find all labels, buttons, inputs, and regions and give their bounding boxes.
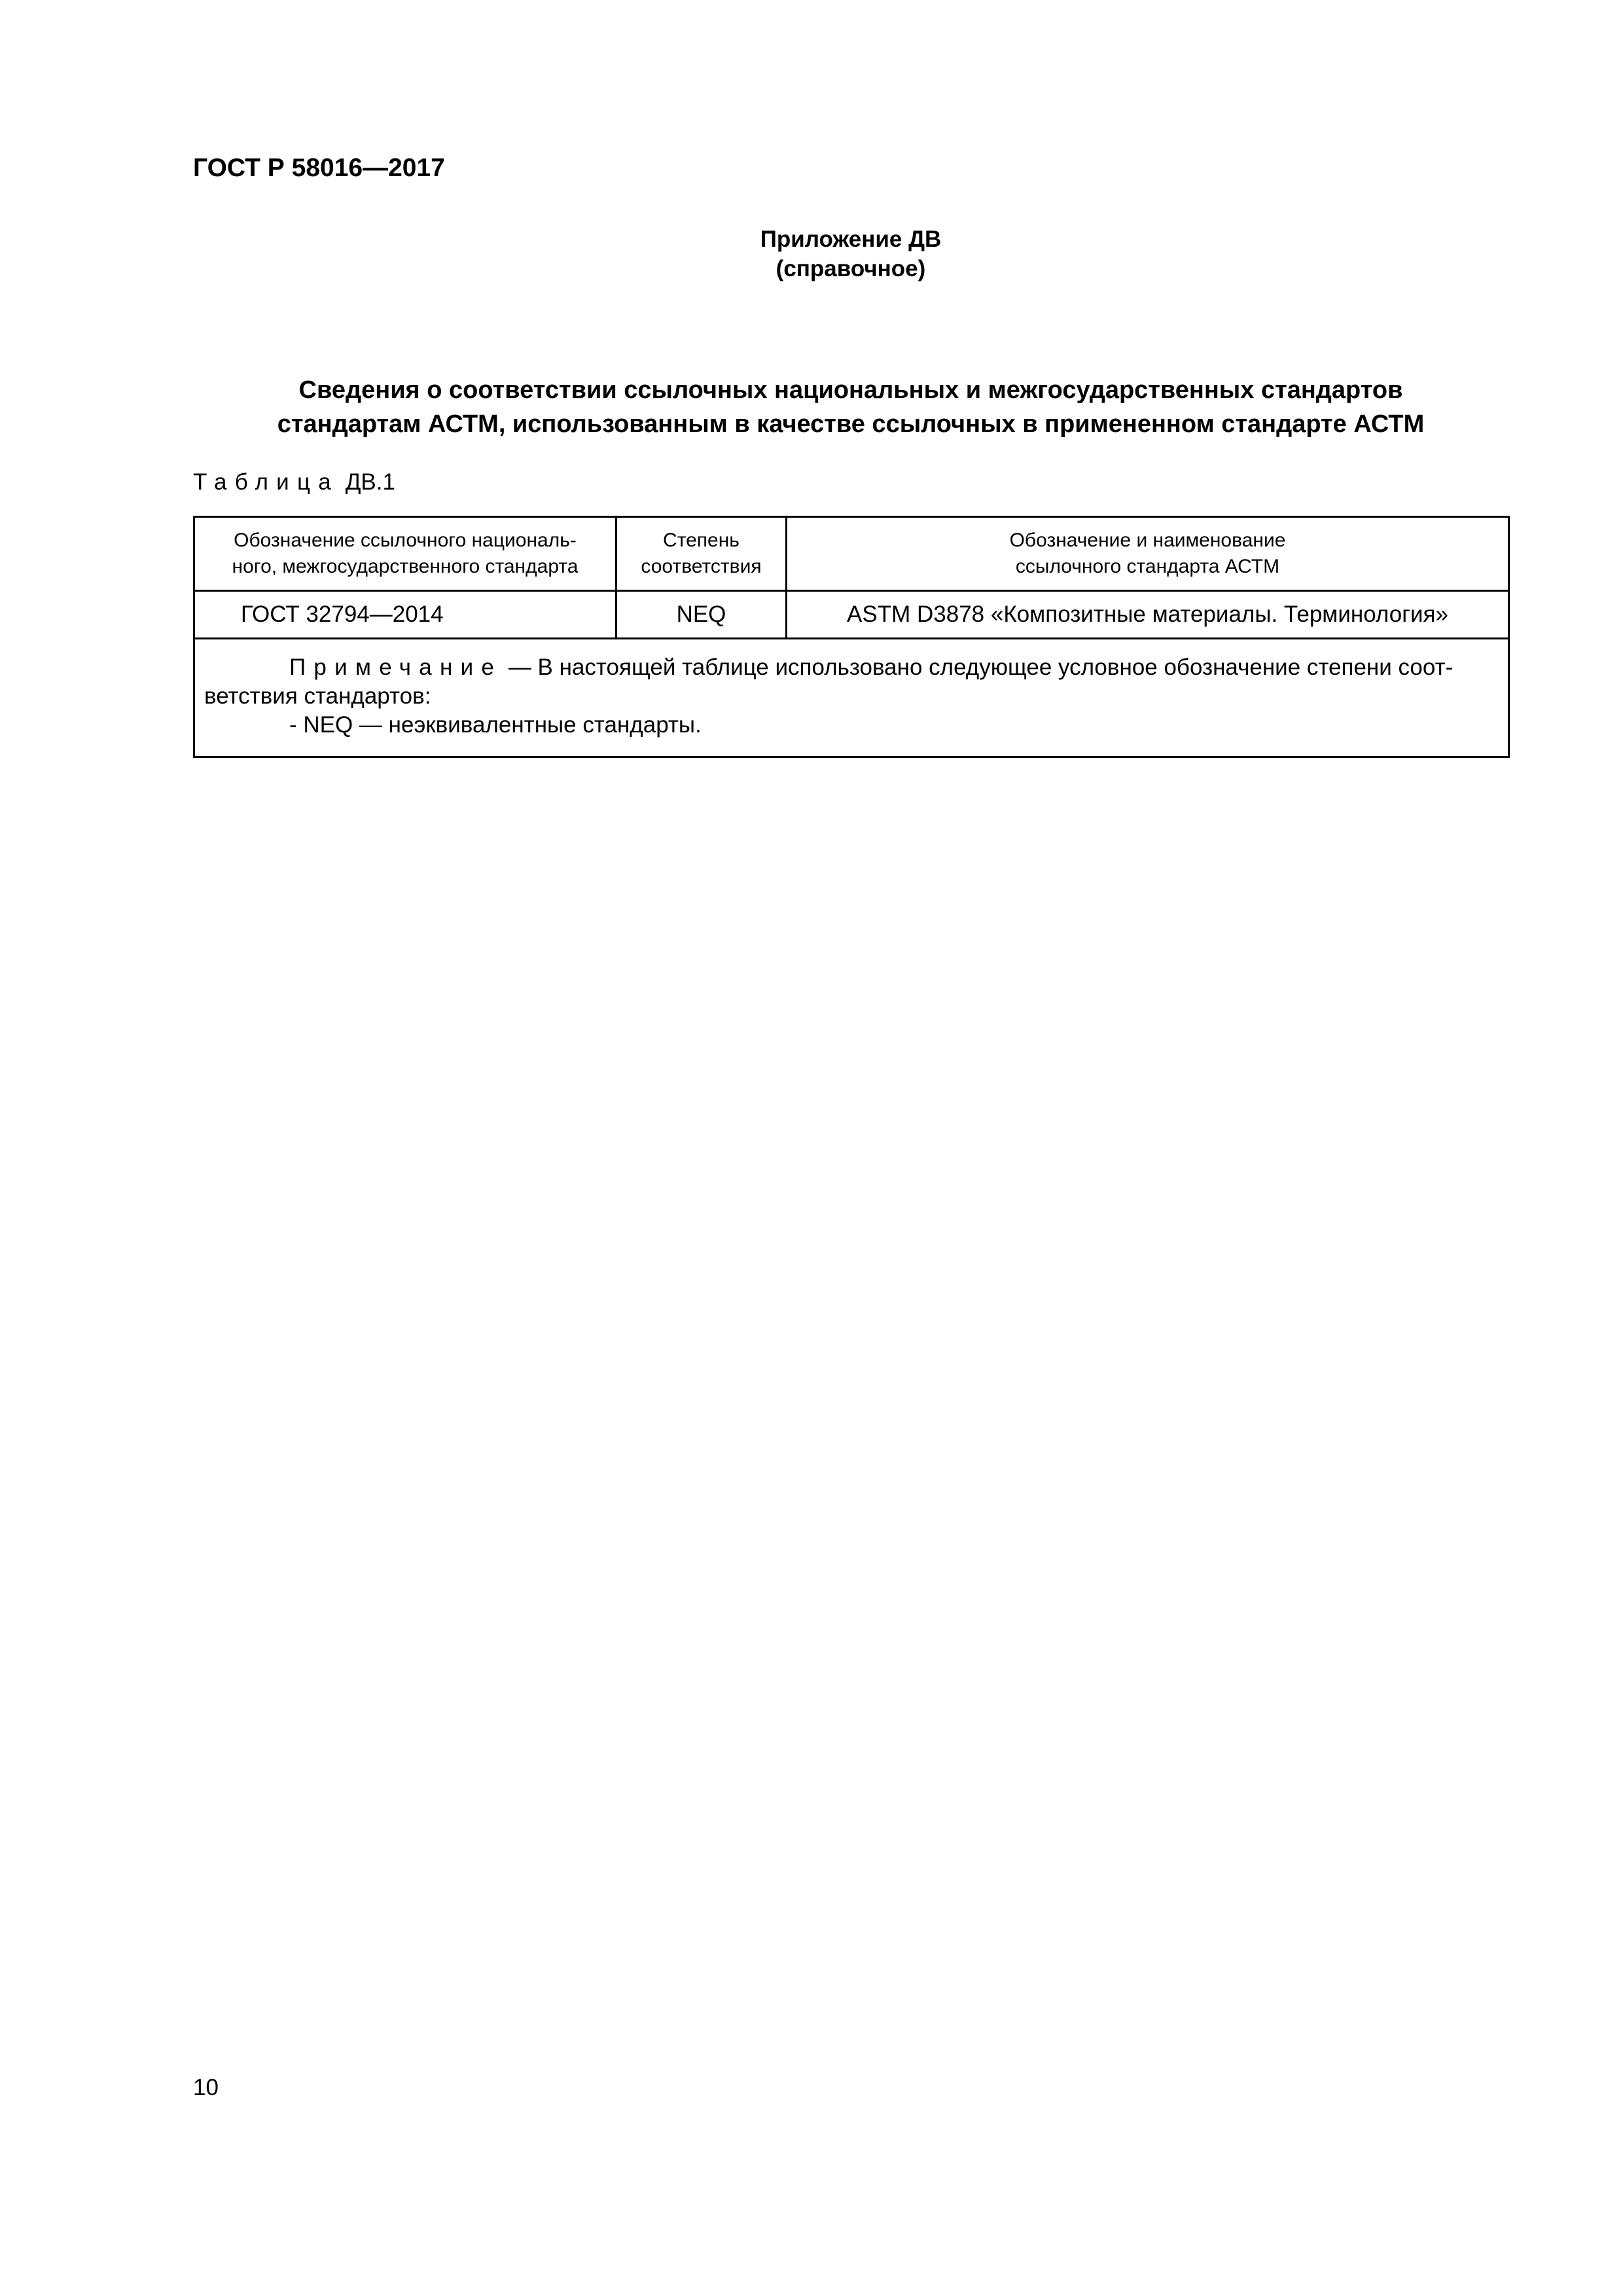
- note-text-1: — В настоящей таблице использовано следующее условное обозначение степени соот-: [502, 655, 1454, 680]
- table-caption-number: ДВ.1: [345, 469, 395, 495]
- header-national-standard-line-1: Обозначение ссылочного националь-: [234, 529, 577, 551]
- document-code: ГОСТ Р 58016—2017: [193, 154, 445, 182]
- header-astm-standard-line-2: ссылочного стандарта АСТМ: [1015, 556, 1280, 577]
- correspondence-table: [193, 516, 1510, 758]
- annex-title: Приложение ДВ: [760, 226, 942, 252]
- cell-astm-standard: ASTM D3878 «Композитные материалы. Терминология»: [787, 591, 1509, 639]
- cell-degree: NEQ: [616, 591, 787, 639]
- header-astm-standard-line-1: Обозначение и наименование: [1009, 529, 1286, 551]
- table-note: [194, 639, 1509, 757]
- header-degree: [616, 517, 787, 591]
- header-national-standard: [194, 517, 616, 591]
- annex-status: (справочное): [776, 256, 926, 281]
- table-caption: [193, 468, 395, 497]
- page-number: 10: [193, 2075, 219, 2100]
- note-label: Примечание: [289, 655, 503, 680]
- annex-block: [0, 224, 1623, 283]
- header-national-standard-line-2: ного, межгосударственного стандарта: [232, 556, 579, 577]
- note-line-2: ветствия стандартов:: [204, 683, 431, 709]
- note-line-1: [204, 653, 1499, 682]
- table-header-row: [194, 517, 1509, 591]
- table-row: [194, 591, 1509, 639]
- header-degree-line-2: соответствия: [641, 556, 762, 577]
- note-line-3: - NEQ — неэквивалентные стандарты.: [289, 712, 702, 738]
- header-degree-line-1: Степень: [663, 529, 740, 551]
- cell-national-standard: ГОСТ 32794—2014: [194, 591, 616, 639]
- section-heading-line-2: стандартам АСТМ, использованным в качестве ссылочных в примененном стандарте АСТМ: [277, 410, 1425, 438]
- table-caption-label: Таблица: [193, 469, 339, 495]
- section-heading-line-1: Сведения о соответствии ссылочных национальных и межгосударственных стандартов: [298, 376, 1403, 404]
- header-astm-standard: [787, 517, 1509, 591]
- table-note-row: [194, 639, 1509, 757]
- section-heading: [193, 373, 1508, 441]
